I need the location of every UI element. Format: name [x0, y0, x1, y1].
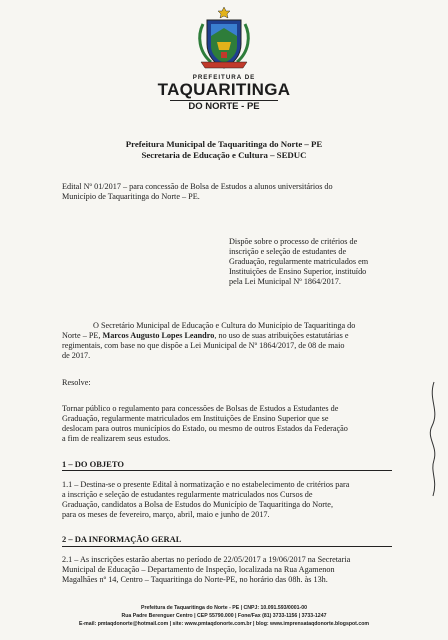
secretary-name: Marcos Augusto Lopes Leandro — [102, 331, 215, 340]
summary-line3: Graduação, regularmente matriculados em — [229, 257, 369, 266]
footer-line2: Rua Padre Berenguer Centro | CEP 55790.000 | Fone/Fax (81) 3733-1156 | 3733-1247 — [121, 613, 327, 619]
intro-line2 — [62, 331, 393, 341]
coat-of-arms-icon — [195, 6, 253, 72]
public-line3: deslocam para outros municípios do Estado, ou mesmo de outros Estados da Federação — [62, 424, 348, 433]
doc-title-line1: Prefeitura Municipal de Taquaritinga do Norte – PE — [125, 139, 323, 149]
summary-line5: pela Lei Municipal Nº 1864/2017. — [229, 277, 341, 286]
s1-line4: para os meses de fevereiro, março, abril, maio e junho de 2017. — [62, 510, 270, 519]
intro-line1: O Secretário Municipal de Educação e Cultura do Município de Taquaritinga do — [93, 321, 356, 330]
resolve-label: Resolve: — [62, 378, 91, 387]
summary-line2: inscrição e seleção de estudantes de — [229, 247, 347, 256]
edital-line2: Município de Taquaritinga do Norte – PE. — [62, 192, 200, 201]
edital-line1: Edital Nº 01/2017 – para concessão de Bolsa de Estudos a alunos universitários do — [62, 182, 333, 191]
s2-line1: 2.1 – As inscrições estarão abertas no período de 22/05/2017 a 19/06/2017 na Secretaria — [62, 555, 351, 564]
s1-line3: Graduação, candidatos a Bolsa de Estudos do Município de Taquaritinga do Norte, — [62, 500, 333, 509]
s1-line1: 1.1 – Destina-se o presente Edital à normatização e no estabelecimento de critérios para — [62, 480, 350, 489]
section2-title: 2 – DA INFORMAÇÃO GERAL — [62, 534, 182, 544]
intro-line2-end: , no uso de suas atribuições estatutárias e — [214, 331, 349, 340]
public-line2: Graduação, regularmente matriculados em Instituições de Ensino Superior que se — [62, 414, 329, 423]
section1-title: 1 – DO OBJETO — [62, 459, 124, 469]
section2-divider — [62, 546, 392, 547]
header-city-suffix: DO NORTE - PE — [188, 101, 260, 112]
header-city-name: TAQUARITINGA — [157, 80, 291, 99]
summary-line1: Dispõe sobre o processo de critérios de — [229, 237, 358, 246]
margin-signature-icon — [424, 380, 444, 500]
intro-line4: de 2017. — [62, 351, 91, 360]
section1-divider — [62, 470, 392, 471]
s2-line3: Magalhães nº 14, Centro – Taquaritinga do Norte-PE, no horário das 08h. às 13h. — [62, 575, 328, 584]
intro-line2-start: Norte – PE, — [62, 331, 103, 340]
intro-line3: regimentais, com base no que dispõe a Lei Municipal de Nº 1864/2017, de 08 de maio — [62, 341, 345, 350]
doc-title-line2: Secretaria de Educação e Cultura – SEDUC — [141, 150, 307, 160]
header-prefeitura-label: PREFEITURA DE — [192, 74, 256, 81]
footer-line3: E-mail: pmtaqdonorte@hotmail.com | site: www.pmtaqdonorte.com.br | blog: www.imprensataqdonorte.blogspot.com — [78, 621, 370, 627]
footer-line1: Prefeitura de Taquaritinga do Norte - PE | CNPJ: 10.091.593/0001-00 — [141, 605, 307, 611]
public-line4: a fim de realizarem seus estudos. — [62, 434, 171, 443]
public-line1: Tornar público o regulamento para concessões de Bolsas de Estudos a Estudantes de — [62, 404, 339, 413]
summary-line4: Instituições de Ensino Superior, instituído — [229, 267, 367, 276]
s1-line2: a inscrição e seleção de estudantes regularmente matriculados nos Cursos de — [62, 490, 313, 499]
s2-line2: Municipal de Educação – Departamento de Inspeção, localizada na Rua Agamenon — [62, 565, 335, 574]
